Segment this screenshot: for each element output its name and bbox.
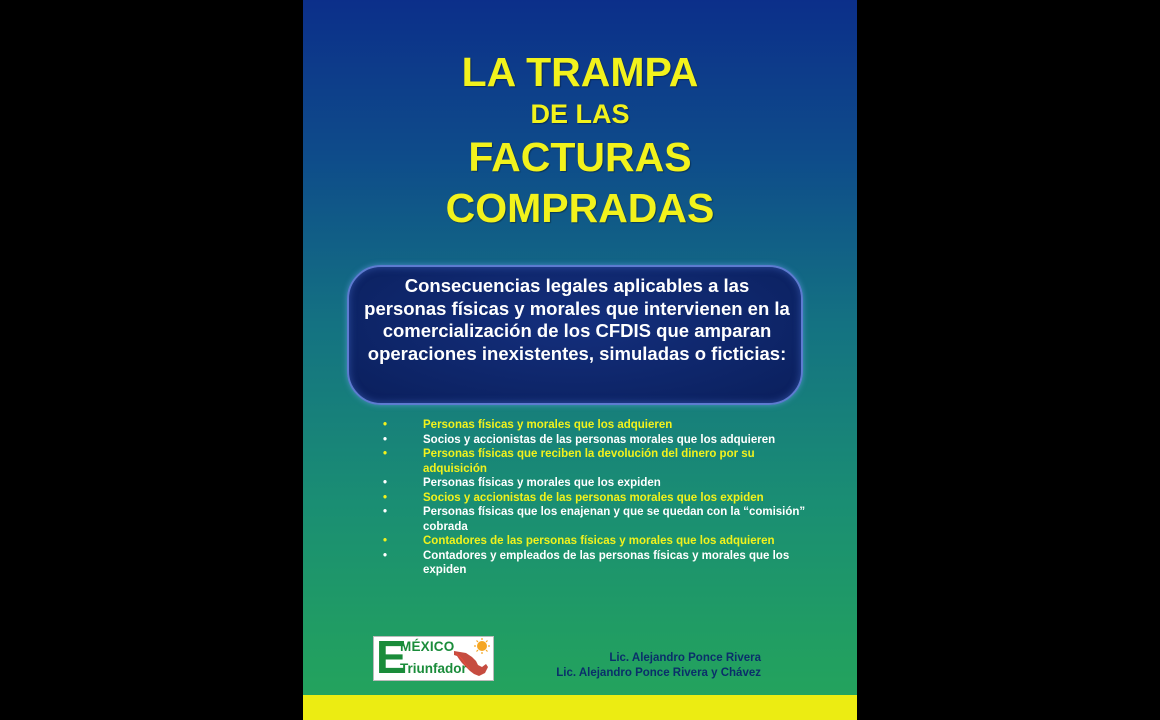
- title-line-4: COMPRADAS: [445, 185, 715, 231]
- list-item-text: Contadores de las personas físicas y morales que los adquieren: [423, 535, 775, 547]
- list-item-text: Personas físicas que reciben la devolución del dinero por su adquisición: [423, 448, 755, 475]
- list-item-text: Socios y accionistas de las personas morales que los adquieren: [423, 433, 776, 446]
- mexico-triunfador-logo: [373, 631, 494, 683]
- author-2: Lic. Alejandro Ponce Rivera y Chávez: [556, 666, 761, 679]
- list-item: [375, 433, 815, 448]
- bullet-icon: •: [383, 448, 388, 460]
- bottom-band: [303, 695, 857, 720]
- consequences-list: [375, 418, 815, 578]
- mexico-map-sun-icon: [452, 637, 492, 679]
- list-item-text: Personas físicas y morales que los expiden: [423, 477, 661, 489]
- author-1: Lic. Alejandro Ponce Rivera: [609, 652, 761, 664]
- list-item-text: Personas físicas que los enajenan y que se quedan con la “comisión” cobrada: [423, 506, 806, 533]
- list-item: [375, 418, 815, 433]
- logo-line-1: MÉXICO: [400, 639, 455, 654]
- title-line-3: FACTURAS: [468, 134, 692, 180]
- list-item: [375, 447, 815, 476]
- bullet-icon: •: [383, 491, 388, 504]
- bullet-icon: •: [383, 535, 388, 547]
- logo-letter: E: [376, 631, 407, 683]
- bullet-icon: •: [383, 419, 388, 431]
- authors: [556, 651, 761, 680]
- title-line-1: LA TRAMPA: [461, 49, 699, 95]
- subtitle-text: Consecuencias legales aplicables a las personas físicas y morales que intervienen en la comercialización de los CFDIS que amparan operaciones inexistentes, simuladas o ficticias:: [364, 275, 790, 364]
- bullet-icon: •: [383, 549, 388, 562]
- bullet-icon: •: [383, 506, 388, 518]
- list-item: [375, 534, 815, 549]
- logo-line-2: Triunfador: [400, 661, 467, 676]
- list-item: [375, 505, 815, 534]
- title-line-2: DE LAS: [530, 99, 630, 129]
- list-item-text: Socios y accionistas de las personas morales que los expiden: [423, 491, 764, 504]
- list-item-text: Personas físicas y morales que los adquieren: [423, 419, 673, 431]
- bullet-icon: •: [383, 433, 388, 446]
- list-item-text: Contadores y empleados de las personas físicas y morales que los expiden: [423, 549, 790, 576]
- book-cover: [303, 0, 857, 720]
- list-item: [375, 549, 815, 578]
- list-item: [375, 491, 815, 506]
- list-item: [375, 476, 815, 491]
- bullet-icon: •: [383, 477, 388, 489]
